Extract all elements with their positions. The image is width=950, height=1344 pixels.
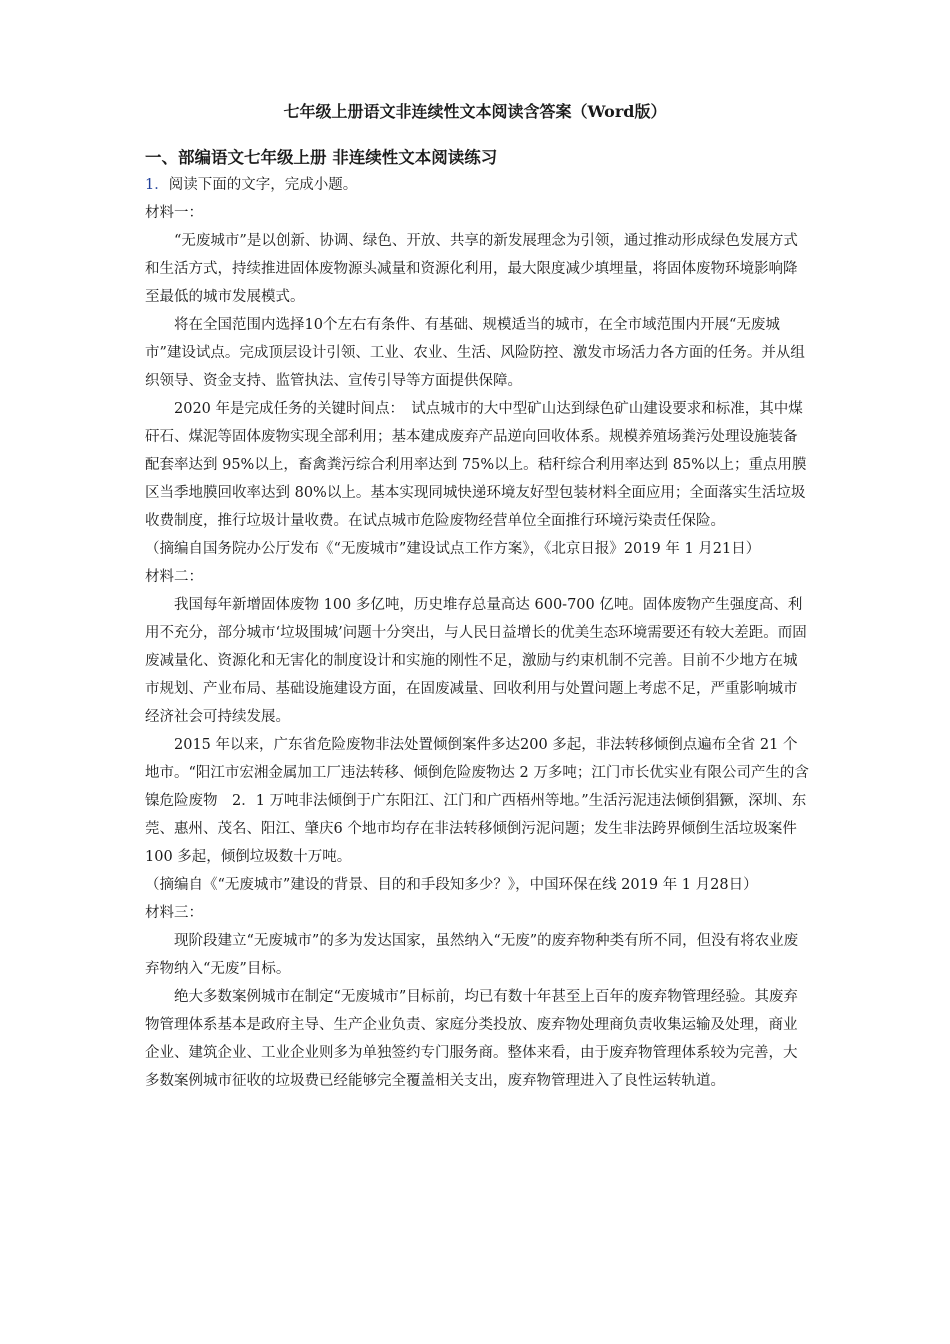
material-3-paragraph: 绝大多数案例城市在制定“无废城市”目标前，均已有数十年甚至上百年的废弃物管理经验。其废弃物管理体系基本是政府主导、生产企业负责、家庭分类投放、废弃物处理商负责收集运输及处理，商业企业、建筑企业、工业企业则多为单独签约专门服务商。整体来看，由于废弃物管理体系较为完善，大多数案例城市征收的垃圾费已经能够完全覆盖相关支出，废弃物管理进入了良性运转轨道。 <box>145 989 798 1089</box>
material-2-source: （摘编自《“无废城市”建设的背景、目的和手段知多少？》，中国环保在线 2019 年 1 月28日） <box>145 877 758 893</box>
question-prompt: 阅读下面的文字，完成小题。 <box>168 177 358 193</box>
material-1-paragraph: 2020 年是完成任务的关键时间点： 试点城市的大中型矿山达到绿色矿山建设要求和标准，其中煤矸石、煤泥等固体废物实现全部利用；基本建成废弃产品逆向回收体系。规模养殖场粪污处理设施装备配套率达到 95%以上，畜禽粪污综合利用率达到 75%以上。秸秆综合利用率达到 85%以上；重点用膜区当季地膜回收率达到 80%以上。基本实现同城快递环境友好型包装材料全面应用；全面落实生活垃圾收费制度，推行垃圾计量收费。在试点城市危险废物经营单位全面推行环境污染责任保险。 <box>145 401 807 529</box>
material-1-paragraph: 将在全国范围内选择10个左右有条件、有基础、规模适当的城市，在全市域范围内开展“无废城市”建设试点。完成顶层设计引领、工业、农业、生活、风险防控、激发市场活力各方面的任务。并从组织领导、资金支持、监管执法、宣传引导等方面提供保障。 <box>145 317 805 389</box>
material-1-label: 材料一： <box>145 205 203 221</box>
material-1-source: （摘编自国务院办公厅发布《“无废城市”建设试点工作方案》，《北京日报》2019 年 1 月21日） <box>145 541 761 557</box>
material-2-paragraph: 2015 年以来，广东省危险废物非法处置倾倒案件多达200 多起，非法转移倾倒点遍布全省 21 个地市。“阳江市宏湘金属加工厂违法转移、倾倒危险废物达 2 万多吨；江门市长优实业有限公司产生的含镍危险废物 2．1 万吨非法倾倒于广东阳江、江门和广西梧州等地。”生活污泥违法倾倒猖獗，深圳、东莞、惠州、茂名、阳江、肇庆6 个地市均存在非法转移倾倒污泥问题；发生非法跨界倾倒生活垃圾案件100 多起，倾倒垃圾数十万吨。 <box>145 737 809 865</box>
material-3-paragraph: 现阶段建立“无废城市”的多为发达国家，虽然纳入“无废”的废弃物种类有所不同，但没有将农业废弃物纳入“无废”目标。 <box>145 933 799 977</box>
question-number: 1． <box>145 177 169 193</box>
document-title: 七年级上册语文非连续性文本阅读含答案（Word版） <box>283 102 667 121</box>
material-1-paragraph: “无废城市”是以创新、协调、绿色、开放、共享的新发展理念为引领，通过推动形成绿色发展方式和生活方式，持续推进固体废物源头减量和资源化利用，最大限度减少填埋量，将固体废物环境影响降至最低的城市发展模式。 <box>145 233 798 305</box>
document-body <box>145 171 809 1095</box>
material-3-label: 材料三： <box>145 905 203 921</box>
question-line <box>145 171 809 199</box>
section-heading: 一、部编语文七年级上册 非连续性文本阅读练习 <box>145 148 498 167</box>
material-2-paragraph: 我国每年新增固体废物 100 多亿吨，历史堆存总量高达 600-700 亿吨。固体废物产生强度高、利用不充分，部分城市‘垃圾围城’问题十分突出，与人民日益增长的优美生态环境需要还有较大差距。而固废减量化、资源化和无害化的制度设计和实施的刚性不足，激励与约束机制不完善。目前不少地方在城市规划、产业布局、基础设施建设方面，在固废减量、回收利用与处置问题上考虑不足，严重影响城市经济社会可持续发展。 <box>145 597 807 725</box>
material-2-label: 材料二： <box>145 569 203 585</box>
